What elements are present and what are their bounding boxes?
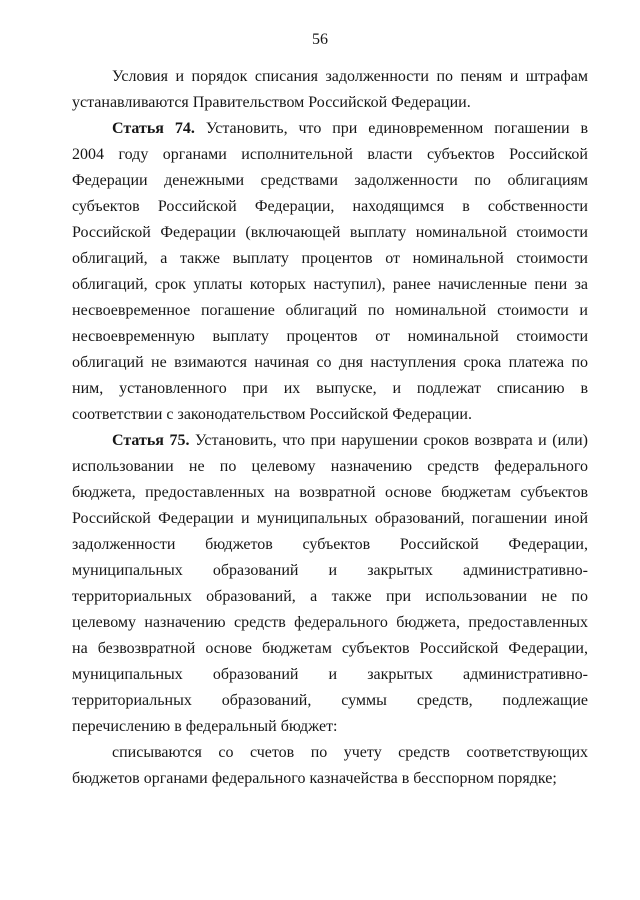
paragraph-line: устанавливаются Правительством Российской Федерации. xyxy=(72,94,471,111)
paragraph-line: на безвозвратной основе бюджетам субъектов Российской Федерации, xyxy=(72,640,588,657)
paragraph-line xyxy=(72,428,588,454)
article-75-subitem xyxy=(72,740,588,792)
paragraph-line: облигаций, срок уплаты которых наступил), ранее начисленные пени за xyxy=(72,276,588,293)
paragraph-line: перечислению в федеральный бюджет: xyxy=(72,718,338,735)
paragraph-line: облигаций, а также выплату процентов от номинальной стоимости xyxy=(72,250,588,267)
paragraph-line: использовании не по целевому назначению средств федерального xyxy=(72,458,588,475)
paragraph-line: муниципальных образований и закрытых административно- xyxy=(72,666,588,683)
paragraph-line: облигаций не взимаются начиная со дня наступления срока платежа по xyxy=(72,354,588,371)
article-74 xyxy=(72,116,588,428)
paragraph-line: целевому назначению средств федерального бюджета, предоставленных xyxy=(72,614,588,631)
paragraph-line: задолженности бюджетов субъектов Российской Федерации, xyxy=(72,536,588,553)
article-75 xyxy=(72,428,588,740)
paragraph-line: 2004 году органами исполнительной власти субъектов Российской xyxy=(72,146,588,163)
paragraph-line xyxy=(72,116,588,142)
paragraph-line: несвоевременную выплату процентов от номинальной стоимости xyxy=(72,328,588,345)
paragraph-line-text: Установить, что при единовременном погашении в xyxy=(205,120,589,137)
paragraph-line: бюджетов органами федерального казначейства в бесспорном порядке; xyxy=(72,770,557,787)
paragraph-line: Российской Федерации и муниципальных образований, погашении иной xyxy=(72,510,588,527)
paragraph-line: списываются со счетов по учету средств соответствующих xyxy=(112,744,588,761)
article-label: Статья 75. xyxy=(112,432,190,449)
paragraph-line: Федерации денежными средствами задолженности по облигациям xyxy=(72,172,588,189)
paragraph-line: территориальных образований, а также при использовании не по xyxy=(72,588,588,605)
paragraph-line: Российской Федерации (включающей выплату номинальной стоимости xyxy=(72,224,588,241)
paragraph-intro xyxy=(72,64,588,116)
paragraph-line: Условия и порядок списания задолженности по пеням и штрафам xyxy=(112,68,588,85)
paragraph-line: ним, установленного при их выпуске, и подлежат списанию в xyxy=(72,380,588,397)
paragraph-line: территориальных образований, суммы средств, подлежащие xyxy=(72,692,588,709)
paragraph-line: субъектов Российской Федерации, находящимся в собственности xyxy=(72,198,588,215)
paragraph-line: муниципальных образований и закрытых административно- xyxy=(72,562,588,579)
paragraph-line-text: Установить, что при нарушении сроков возврата и (или) xyxy=(194,432,588,449)
document-body xyxy=(72,64,588,792)
paragraph-line: несвоевременное погашение облигаций по номинальной стоимости и xyxy=(72,302,588,319)
paragraph-line: бюджета, предоставленных на возвратной основе бюджетам субъектов xyxy=(72,484,588,501)
article-label: Статья 74. xyxy=(112,120,195,137)
page-number: 56 xyxy=(312,31,328,48)
paragraph-line: соответствии с законодательством Российской Федерации. xyxy=(72,406,472,423)
